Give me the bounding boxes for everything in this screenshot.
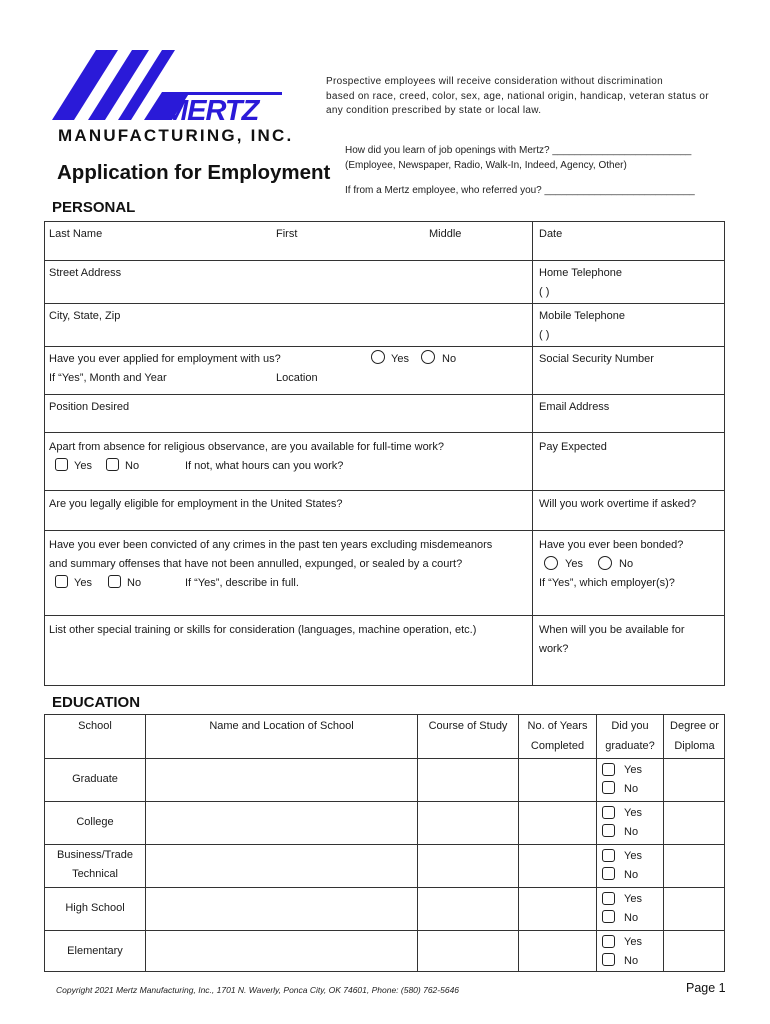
col-header-name-location: Name and Location of School [209,720,354,732]
applied-location-field[interactable]: Location [276,372,318,384]
date-field[interactable]: Date [539,228,563,240]
elementary-no-label: No [624,955,639,967]
high-school-no-label: No [624,912,639,924]
applied-yes-radio[interactable] [371,350,385,364]
row-divider [44,346,725,347]
eeo-notice-line: Prospective employees will receive consideration without discrimination [326,76,663,87]
first-name-field[interactable]: First [276,228,298,240]
full-time-question: Apart from absence for religious observance, are you available for full-time work? [49,441,444,453]
college-yes-checkbox[interactable] [602,806,615,819]
applied-no-radio[interactable] [421,350,435,364]
applied-yes-label: Yes [391,353,409,365]
col-header-degree: Degree or [670,720,719,732]
applied-no-label: No [442,353,457,365]
graduate-no-checkbox[interactable] [602,781,615,794]
conviction-describe-field[interactable]: If “Yes”, describe in full. [185,577,299,589]
row-divider [44,394,725,395]
col-header-years: Completed [530,740,585,752]
row-divider [44,844,725,845]
high-school-no-checkbox[interactable] [602,910,615,923]
row-divider [44,490,725,491]
page-title: Application for Employment [57,161,331,184]
col-header-course: Course of Study [428,720,508,732]
school-level-label: Business/Trade [56,849,134,861]
bonded-yes-label: Yes [565,558,583,570]
school-level-label: Graduate [72,773,118,785]
conviction-no-label: No [127,577,142,589]
personal-column-divider [532,221,533,686]
overtime-field[interactable]: Will you work overtime if asked? [539,498,697,510]
row-divider [44,530,725,531]
education-table [44,714,725,972]
home-phone-area-code: ( ) [539,286,550,298]
job-source-options: (Employee, Newspaper, Radio, Walk-In, Indeed, Agency, Other) [345,160,627,171]
row-divider [44,615,725,616]
elementary-no-checkbox[interactable] [602,953,615,966]
company-name: MANUFACTURING, INC. [58,126,294,145]
column-divider [663,714,664,972]
ssn-field[interactable]: Social Security Number [539,353,654,365]
column-divider [518,714,519,972]
school-level-label: Technical [72,868,118,880]
bonded-employers-field[interactable]: If “Yes”, which employer(s)? [539,577,675,589]
bonded-question: Have you ever been bonded? [539,539,684,551]
last-name-field[interactable]: Last Name [49,228,103,240]
row-divider [44,930,725,931]
special-training-field[interactable]: List other special training or skills for consideration (languages, machine operation, etc.) [49,624,477,636]
applied-before-question: Have you ever applied for employment with us? [49,353,281,365]
column-divider [417,714,418,972]
high-school-yes-checkbox[interactable] [602,892,615,905]
row-divider [44,758,725,759]
job-source-label: How did you learn of job openings with Mertz? _________________________ [345,145,692,156]
full-time-no-checkbox[interactable] [106,458,119,471]
conviction-question-line: and summary offenses that have not been annulled, expunged, or sealed by a court? [49,558,463,570]
personal-heading: PERSONAL [52,199,136,216]
email-address-field[interactable]: Email Address [539,401,610,413]
conviction-no-checkbox[interactable] [108,575,121,588]
school-level-label: High School [65,902,125,914]
col-header-degree: Diploma [674,740,715,752]
row-divider [44,260,725,261]
city-state-zip-field[interactable]: City, State, Zip [49,310,121,322]
full-time-yes-checkbox[interactable] [55,458,68,471]
column-divider [596,714,597,972]
graduate-yes-label: Yes [624,764,642,776]
row-divider [44,801,725,802]
graduate-yes-checkbox[interactable] [602,763,615,776]
logo-wordmark: MERTZ [164,95,259,124]
college-no-label: No [624,826,639,838]
personal-section-box [44,221,725,686]
bonded-no-radio[interactable] [598,556,612,570]
trade-yes-label: Yes [624,850,642,862]
conviction-question-line: Have you ever been convicted of any crimes in the past ten years excluding misdemeanors [49,539,493,551]
middle-name-field[interactable]: Middle [429,228,462,240]
home-telephone-field[interactable]: Home Telephone [539,267,622,279]
mobile-telephone-field[interactable]: Mobile Telephone [539,310,626,322]
high-school-yes-label: Yes [624,893,642,905]
availability-label-line: work? [539,643,569,655]
eeo-notice-line: any condition prescribed by state or local law. [326,105,542,116]
street-address-field[interactable]: Street Address [49,267,122,279]
education-heading: EDUCATION [52,694,141,711]
trade-no-checkbox[interactable] [602,867,615,880]
applied-month-year-field[interactable]: If “Yes”, Month and Year [49,372,167,384]
conviction-yes-checkbox[interactable] [55,575,68,588]
pay-expected-field[interactable]: Pay Expected [539,441,607,453]
graduate-no-label: No [624,783,639,795]
conviction-yes-label: Yes [74,577,92,589]
availability-label-line[interactable]: When will you be available for [539,624,685,636]
trade-yes-checkbox[interactable] [602,849,615,862]
row-divider [44,303,725,304]
row-divider [44,887,725,888]
full-time-no-label: No [125,460,140,472]
school-level-label: College [76,816,114,828]
eeo-notice [326,75,726,119]
page-number: Page 1 [686,981,726,995]
column-divider [145,714,146,972]
college-yes-label: Yes [624,807,642,819]
bonded-no-label: No [619,558,634,570]
col-header-school: School [78,720,112,732]
hours-available-field[interactable]: If not, what hours can you work? [185,460,344,472]
college-no-checkbox[interactable] [602,824,615,837]
eeo-notice-line: based on race, creed, color, sex, age, national origin, handicap, veteran status or [326,90,709,102]
legal-eligibility-field[interactable]: Are you legally eligible for employment in the United States? [49,498,343,510]
full-time-yes-label: Yes [74,460,92,472]
mertz-logo [52,48,284,124]
referral-question[interactable]: If from a Mertz employee, who referred you? ___________________________ [345,185,695,196]
row-divider [44,432,725,433]
col-header-graduate: graduate? [605,740,655,752]
bonded-yes-radio[interactable] [544,556,558,570]
job-source-question[interactable] [345,143,691,173]
mobile-phone-area-code: ( ) [539,329,550,341]
col-header-graduate: Did you [611,720,649,732]
trade-no-label: No [624,869,639,881]
elementary-yes-label: Yes [624,936,642,948]
copyright-footer: Copyright 2021 Mertz Manufacturing, Inc., 1701 N. Waverly, Ponca City, OK 74601, Phone: (580) 762-5646 [56,985,460,995]
position-desired-field[interactable]: Position Desired [49,401,130,413]
col-header-years: No. of Years [527,720,588,732]
elementary-yes-checkbox[interactable] [602,935,615,948]
school-level-label: Elementary [67,945,123,957]
